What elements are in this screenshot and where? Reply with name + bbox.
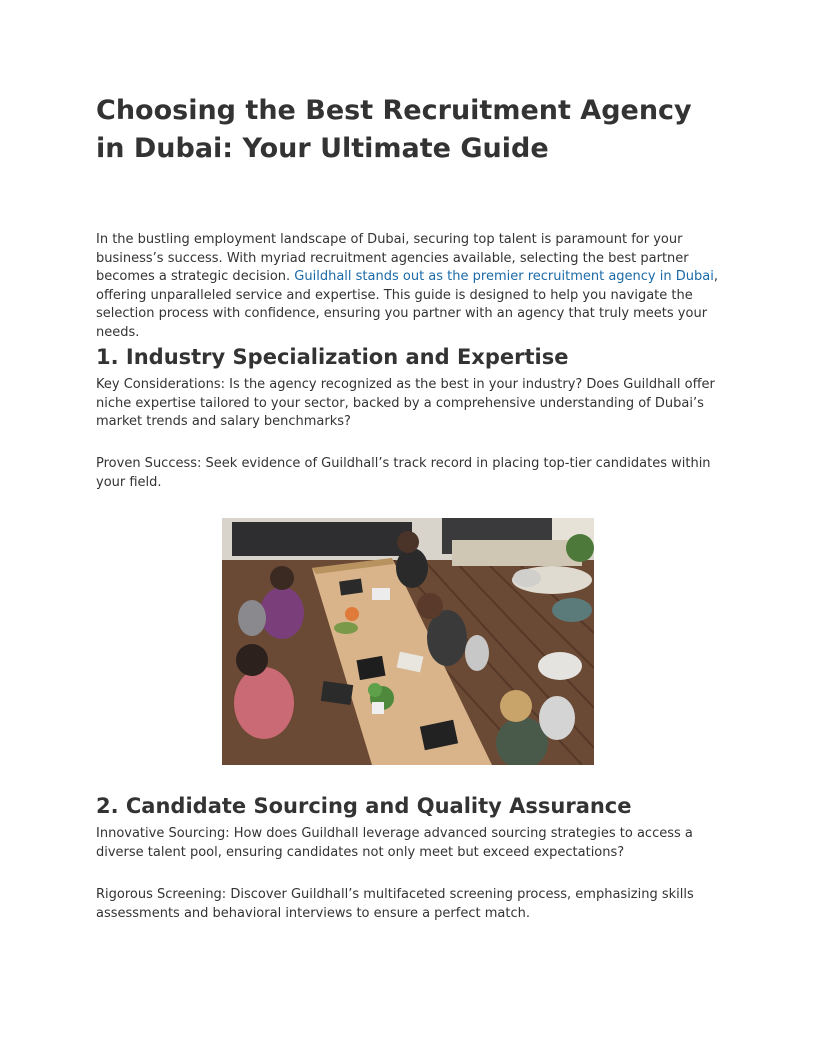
intro-paragraph bbox=[96, 231, 720, 343]
section-2-heading: 2. Candidate Sourcing and Quality Assurance bbox=[96, 794, 632, 818]
section-2-paragraph-2: Rigorous Screening: Discover Guildhall’s multifaceted screening process, emphasizing skills assessments and behavioral interviews to ensure a perfect match. bbox=[96, 887, 694, 921]
intro-text-before-link: In the bustling employment landscape of Dubai, securing top talent is paramount for your business’s success. With myriad recruitment agencies available, selecting the best partner becomes a strategic decision. bbox=[96, 232, 689, 285]
section-1-heading: 1. Industry Specialization and Expertise bbox=[96, 345, 569, 369]
page-title: Choosing the Best Recruitment Agency in Dubai: Your Ultimate Guide bbox=[96, 95, 692, 164]
intro-text-after-link: , offering unparalleled service and expertise. This guide is designed to help you navigate the selection process with confidence, ensuring you partner with an agency that truly meets your needs. bbox=[96, 269, 718, 340]
section-2-paragraph-1: Innovative Sourcing: How does Guildhall leverage advanced sourcing strategies to access a diverse talent pool, ensuring candidates not only meet but exceed expectations? bbox=[96, 826, 693, 860]
office-meeting-illustration bbox=[222, 518, 594, 765]
section-1-paragraph-1: Key Considerations: Is the agency recognized as the best in your industry? Does Guildhall offer niche expertise tailored to your sector, backed by a comprehensive understanding of Dubai’s market trends and salary benchmarks? bbox=[96, 377, 715, 430]
section-1-paragraph-2: Proven Success: Seek evidence of Guildhall’s track record in placing top-tier candidates within your field. bbox=[96, 456, 711, 490]
office-meeting-photo bbox=[222, 518, 594, 765]
guildhall-link[interactable]: Guildhall stands out as the premier recruitment agency in Dubai bbox=[294, 269, 714, 285]
